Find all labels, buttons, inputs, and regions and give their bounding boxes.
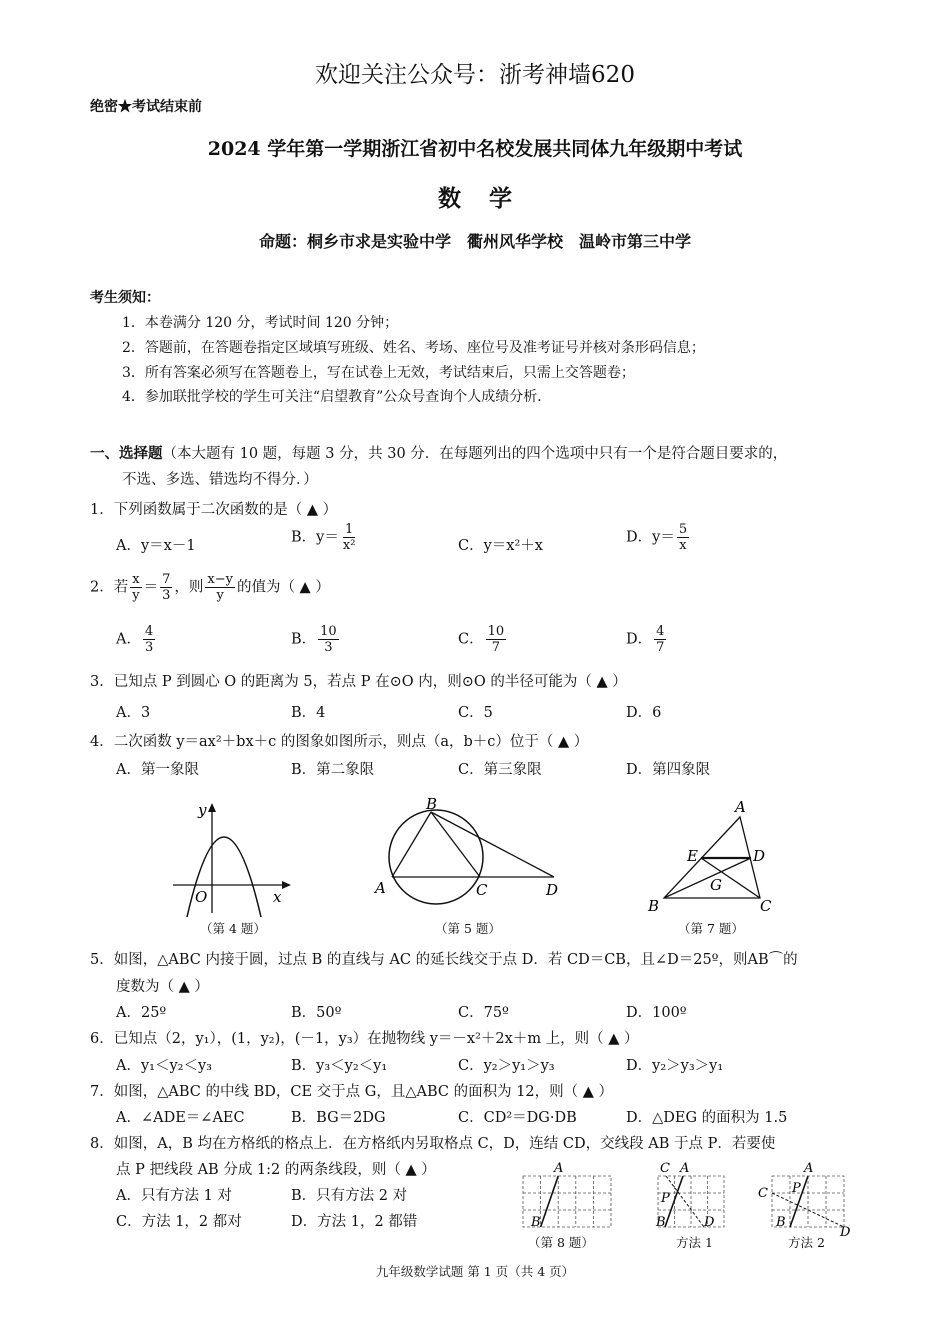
label-d: D <box>546 881 559 899</box>
q7-option-c: C．CD²＝DG·DB <box>458 1110 577 1126</box>
caption-fig8: （第 8 题） <box>528 1235 594 1250</box>
q6-stem: 6．已知点（2，y₁），(1，y₂)，(－1，y₃）在抛物线 y＝－x²＋2x＋m 上，则（ ▲ ） <box>90 1031 639 1047</box>
q2-frac2 <box>160 572 172 603</box>
label-b: B <box>648 897 660 915</box>
q6-option-a: A．y₁＜y₂＜y₃ <box>116 1058 212 1074</box>
q2-b-frac <box>318 624 339 655</box>
subject-title: 数学 <box>438 185 540 212</box>
caption-method-1: 方法 1 <box>676 1235 713 1250</box>
q2-b-prefix: B． <box>291 631 317 648</box>
q2-c-num: 10 <box>487 624 505 639</box>
q3-option-b: B．4 <box>291 705 326 721</box>
figure-4-parabola <box>165 795 300 935</box>
caption-fig7: （第 7 题） <box>678 921 744 936</box>
q3-stem: 3．已知点 P 到圆心 O 的距离为 5，若点 P 在⊙O 内，则⊙O 的半径可能为（ ▲ ） <box>90 674 627 690</box>
q2-f1n: x <box>132 572 140 587</box>
label-x: x <box>273 888 282 906</box>
q8-option-d: D．方法 1，2 都错 <box>291 1214 418 1230</box>
q4-stem: 4．二次函数 y＝ax²＋bx＋c 的图象如图所示，则点（a，b＋c）位于（ ▲ ） <box>90 734 589 750</box>
q1-option-c: C．y＝x²＋x <box>458 538 543 554</box>
figure-7-triangle <box>640 795 780 920</box>
q2-d-den: 7 <box>656 640 665 655</box>
q2-c-prefix: C． <box>458 631 484 648</box>
label-c: C <box>476 881 488 899</box>
q1-stem: 1．下列函数属于二次函数的是（ ▲ ） <box>90 502 338 518</box>
label-a: A <box>554 1161 564 1176</box>
q2-c-frac <box>486 624 507 655</box>
q5-option-a: A．25º <box>116 1005 167 1021</box>
median-bd <box>664 858 751 898</box>
figure-5-circle <box>368 795 568 920</box>
q3-option-c: C．5 <box>458 705 493 721</box>
q7-option-a: A．∠ADE＝∠AEC <box>116 1110 245 1126</box>
q4-option-a: A．第一象限 <box>116 762 199 778</box>
q2-d-num: 4 <box>656 624 665 639</box>
watermark: 欢迎关注公众号：浙考神墙620 <box>315 62 635 88</box>
label-a: A <box>680 1161 690 1176</box>
q6-option-d: D．y₂＞y₃＞y₁ <box>626 1058 724 1074</box>
section-header <box>90 441 880 493</box>
q2-a-frac <box>143 624 155 655</box>
section-desc: （本大题有 10 题，每题 3 分，共 30 分．在每题列出的四个选项中只有一个是符合题目要求的， <box>162 446 788 462</box>
figure-8-grids <box>518 1158 868 1240</box>
q1-d-fraction <box>677 522 689 553</box>
q8-option-c: C．方法 1，2 都对 <box>116 1214 242 1230</box>
notice-heading: 考生须知： <box>90 290 160 306</box>
q7-option-b: B．BG＝2DG <box>291 1110 386 1126</box>
exam-title: 2024 学年第一学期浙江省初中名校发展共同体九年级期中考试 <box>207 138 743 160</box>
q2-b-num: 10 <box>320 624 337 639</box>
q2-a-prefix: A． <box>116 631 141 648</box>
segment-bd <box>431 812 554 877</box>
q5-stem: 5．如图，△ABC 内接于圆，过点 B 的直线与 AC 的延长线交于点 D．若 CD＝CB，且∠D＝25º，则AB⌒的 <box>90 952 798 968</box>
label-a: A <box>735 798 746 816</box>
label-a: A <box>375 879 386 897</box>
notice-item: 4．参加联批学校的学生可关注“启望教育”公众号查询个人成绩分析． <box>122 389 552 405</box>
caption-fig4: （第 4 题） <box>200 921 266 936</box>
q2-f1d: y <box>132 588 140 603</box>
q2-f2d: 3 <box>162 588 171 603</box>
q2-d-prefix: D． <box>626 631 653 648</box>
q2-option-d <box>626 624 668 655</box>
q1-b-den: x² <box>342 538 356 553</box>
q8-option-b: B．只有方法 2 对 <box>291 1188 408 1204</box>
q5-stem-2: 度数为（ ▲ ） <box>116 979 209 995</box>
q2-a-num: 4 <box>144 624 154 639</box>
label-d: D <box>840 1225 851 1240</box>
q1-b-prefix: B．y＝ <box>291 529 339 546</box>
label-e: E <box>687 847 698 865</box>
label-b: B <box>426 795 438 813</box>
q2-mid: ，则 <box>174 579 204 596</box>
q2-frac1 <box>130 572 141 603</box>
segment-ab <box>541 1176 559 1227</box>
q1-d-num: 5 <box>678 522 688 537</box>
q1-option-b <box>291 522 359 553</box>
q2-option-c <box>458 624 508 655</box>
q1-option-a: A．y＝x－1 <box>116 538 196 554</box>
segment-bc <box>431 812 480 877</box>
label-d: D <box>704 1215 715 1230</box>
q1-b-num: 1 <box>344 522 354 537</box>
label-p: P <box>661 1191 670 1206</box>
q2-option-a <box>116 624 157 655</box>
label-b: B <box>776 1215 786 1230</box>
grid-method-2 <box>758 1161 851 1240</box>
grid-original <box>523 1161 611 1230</box>
q2-f3d: y <box>216 588 224 603</box>
q5-option-c: C．75º <box>458 1005 509 1021</box>
label-g: G <box>710 876 722 894</box>
q6-option-b: B．y₃＜y₂＜y₁ <box>291 1058 388 1074</box>
q1-d-den: x <box>679 538 687 553</box>
q8-stem-2: 点 P 把线段 AB 分成 1:2 的两条线段，则（ ▲ ） <box>116 1162 436 1178</box>
q7-option-d: D．△DEG 的面积为 1.5 <box>626 1110 788 1126</box>
notice-item: 1．本卷满分 120 分，考试时间 120 分钟； <box>122 315 399 331</box>
circumcircle <box>389 810 483 904</box>
q1-d-prefix: D．y＝ <box>626 529 675 546</box>
q4-option-c: C．第三象限 <box>458 762 542 778</box>
q2-post: 的值为（ ▲ ） <box>236 579 330 596</box>
q2-option-b <box>291 624 341 655</box>
grid-method-1 <box>655 1161 724 1230</box>
segment-cd <box>666 1176 704 1227</box>
label-c: C <box>660 1161 670 1176</box>
q2-c-den: 7 <box>491 640 501 655</box>
q2-a-den: 3 <box>144 640 154 655</box>
q3-option-a: A．3 <box>116 705 151 721</box>
secret-label: 绝密★考试结束前 <box>90 99 202 115</box>
q5-option-b: B．50º <box>291 1005 342 1021</box>
section-label: 一、选择题 <box>90 446 163 462</box>
q8-stem: 8．如图，A，B 均在方格纸的格点上．在方格纸内另取格点 C，D，连结 CD，交线段 AB 于点 P．若要使 <box>90 1136 776 1152</box>
caption-fig5: （第 5 题） <box>435 921 501 936</box>
q2-pre: 2．若 <box>90 579 129 596</box>
q2-f2n: 7 <box>162 572 171 587</box>
label-a: A <box>804 1161 814 1176</box>
label-y: y <box>198 801 207 819</box>
label-b: B <box>531 1215 541 1230</box>
label-origin: O <box>195 888 208 906</box>
q4-option-d: D．第四象限 <box>626 762 711 778</box>
q3-option-d: D．6 <box>626 705 662 721</box>
q2-f3n: x−y <box>207 572 233 587</box>
caption-method-2: 方法 2 <box>788 1235 825 1250</box>
segment-ab <box>392 812 431 877</box>
x-axis-arrow <box>282 881 291 889</box>
section-desc-2: 不选、多选、错选均不得分．） <box>122 472 318 488</box>
authors: 命题：桐乡市求是实验中学 衢州风华学校 温岭市第三中学 <box>258 232 691 251</box>
q2-d-frac <box>654 624 666 655</box>
q1-option-d <box>626 522 691 553</box>
q4-option-b: B．第二象限 <box>291 762 375 778</box>
label-c: C <box>758 1186 768 1201</box>
y-axis-arrow <box>208 803 216 812</box>
label-p: P <box>792 1181 801 1196</box>
q2-b-den: 3 <box>324 640 333 655</box>
notice-item: 2．答题前，在答题卷指定区域填写班级、姓名、考场、座位号及准考证号并核对条形码信息； <box>122 340 705 356</box>
label-d: D <box>753 847 766 865</box>
page-footer: 九年级数学试题 第 1 页（共 4 页） <box>375 1264 575 1279</box>
q7-stem: 7．如图，△ABC 的中线 BD，CE 交于点 G，且△ABC 的面积为 12，则（ ▲ ） <box>90 1084 614 1100</box>
q2-frac3 <box>205 572 235 603</box>
label-c: C <box>760 897 772 915</box>
q8-option-a: A．只有方法 1 对 <box>116 1188 232 1204</box>
notice-item: 3．所有答案必须写在答题卷上，写在试卷上无效，考试结束后，只需上交答题卷； <box>122 365 635 381</box>
q6-option-c: C．y₂＞y₁＞y₃ <box>458 1058 555 1074</box>
q2-eq: ＝ <box>143 579 159 596</box>
label-b: B <box>656 1215 666 1230</box>
q1-b-fraction <box>341 522 358 553</box>
q2-stem <box>90 572 330 603</box>
q5-option-d: D．100º <box>626 1005 687 1021</box>
